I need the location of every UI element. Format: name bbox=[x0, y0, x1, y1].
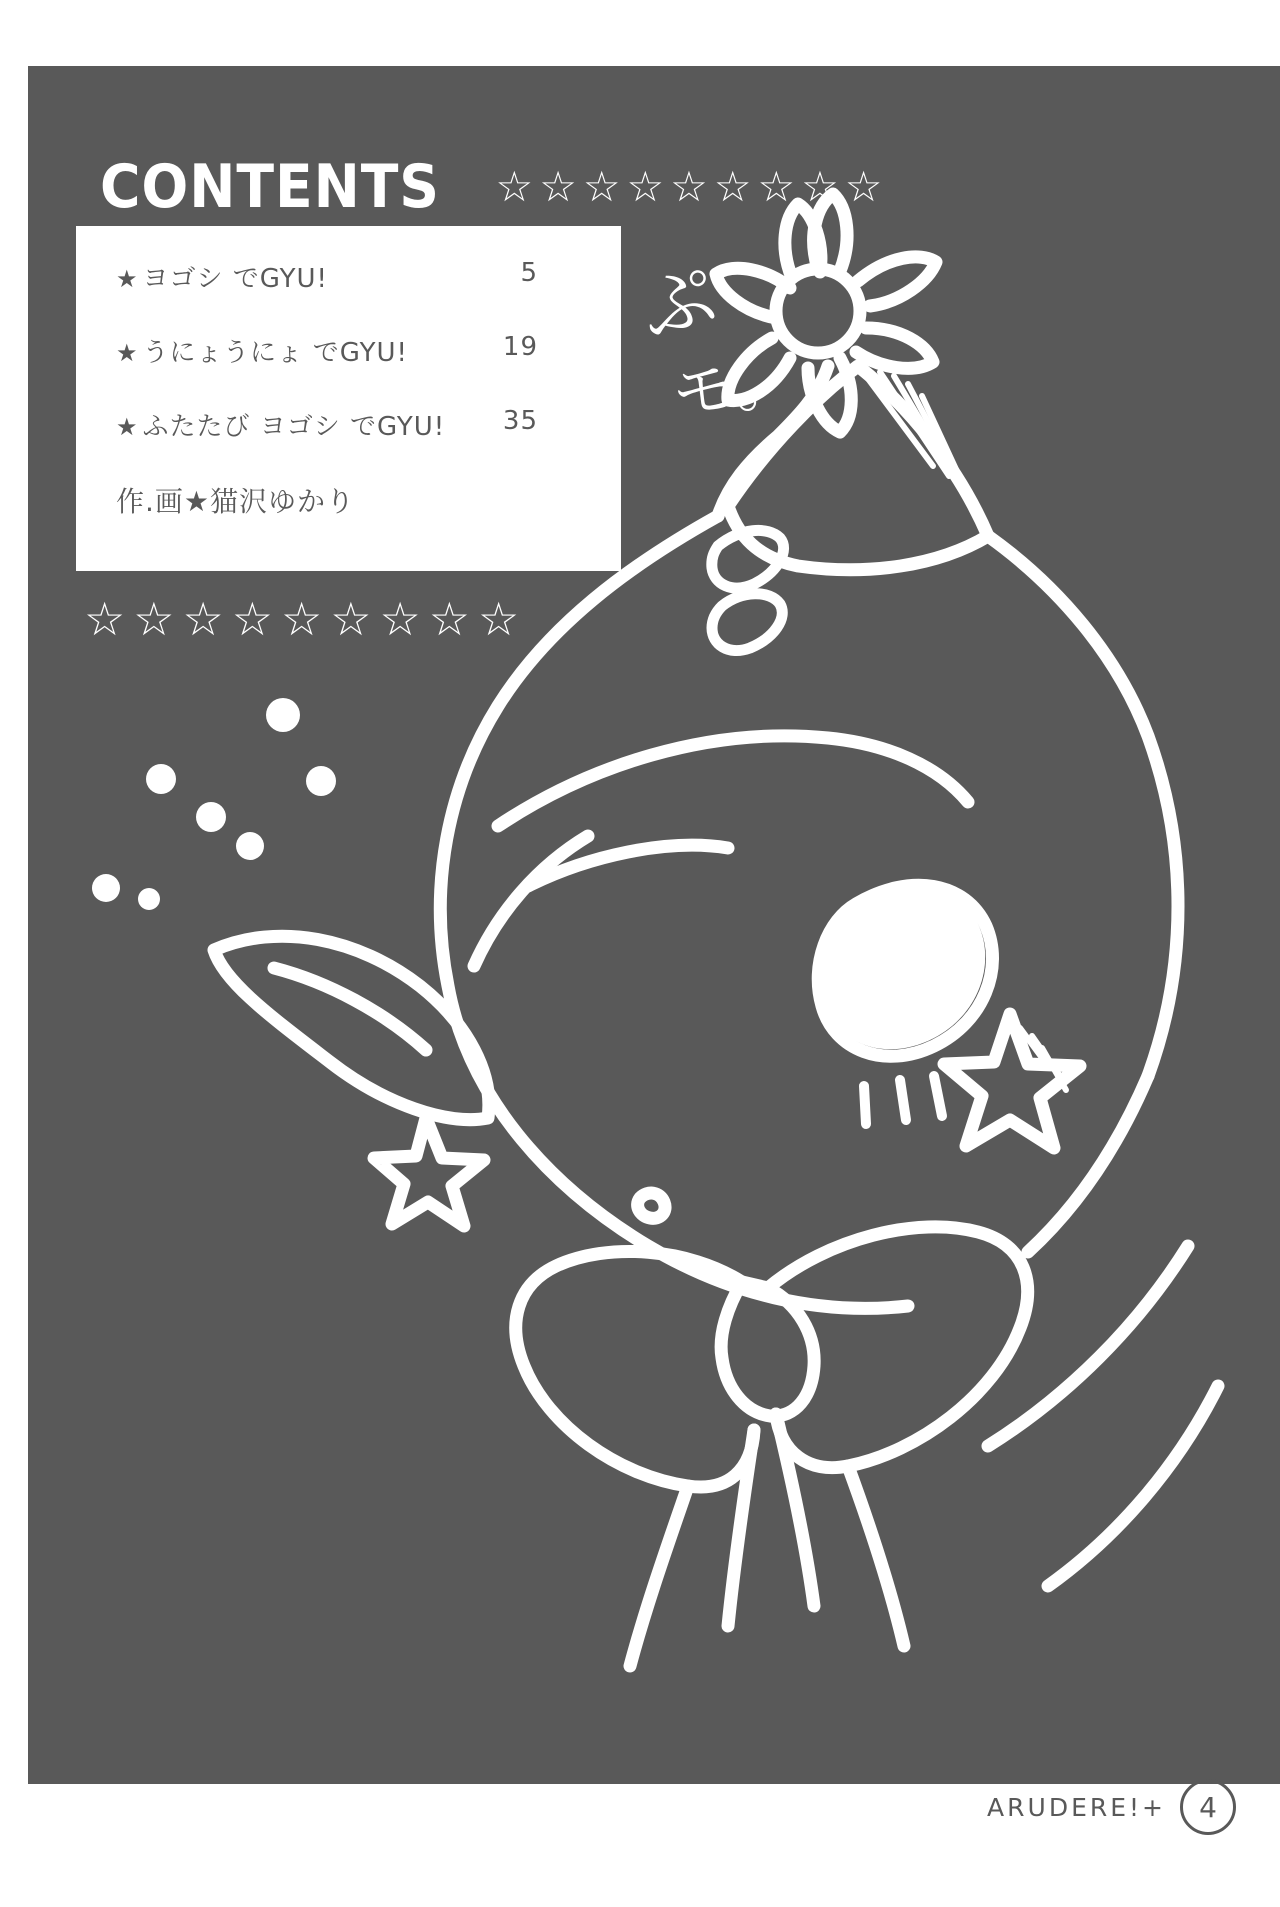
decor-dot bbox=[196, 802, 226, 832]
heading-star-row bbox=[495, 162, 883, 211]
toc-entry-label: うにょうにょ でGYU! bbox=[142, 338, 408, 368]
list-item[interactable] bbox=[116, 258, 586, 295]
art-speech-char-2: モ。 bbox=[667, 341, 801, 431]
toc-entry-label: ヨゴシ でGYU! bbox=[142, 264, 328, 294]
star-icon: ☆ bbox=[495, 162, 534, 211]
star-icon: ☆ bbox=[582, 162, 621, 211]
page-title: CONTENTS bbox=[100, 152, 440, 222]
page-number: 4 bbox=[1180, 1779, 1236, 1835]
star-icon: ☆ bbox=[478, 592, 520, 646]
star-icon: ☆ bbox=[84, 592, 126, 646]
decor-dot bbox=[306, 766, 336, 796]
list-item[interactable] bbox=[116, 332, 586, 369]
star-icon: ☆ bbox=[757, 162, 796, 211]
bottom-star-row bbox=[84, 592, 520, 646]
star-icon: ☆ bbox=[428, 592, 470, 646]
decor-dot bbox=[236, 832, 264, 860]
decor-dot bbox=[138, 888, 160, 910]
page-footer bbox=[987, 1779, 1236, 1835]
footer-title: ARUDERE!+ bbox=[987, 1792, 1166, 1822]
star-bullet-icon: ★ bbox=[116, 339, 139, 367]
list-item[interactable] bbox=[116, 406, 586, 443]
star-bullet-icon: ★ bbox=[116, 265, 139, 293]
star-icon: ☆ bbox=[626, 162, 665, 211]
star-icon: ☆ bbox=[379, 592, 421, 646]
table-of-contents-box bbox=[76, 226, 621, 571]
author-credit: 作.画★猫沢ゆかり bbox=[116, 485, 356, 518]
star-icon: ☆ bbox=[539, 162, 577, 211]
star-icon: ☆ bbox=[330, 592, 372, 646]
decor-dot bbox=[146, 764, 176, 794]
star-icon: ☆ bbox=[844, 162, 883, 211]
star-bullet-icon: ★ bbox=[116, 413, 139, 441]
star-icon: ☆ bbox=[713, 162, 752, 211]
toc-entry-page: 5 bbox=[520, 258, 538, 288]
printed-plate bbox=[28, 66, 1280, 1784]
art-speech-char-1: ぷ bbox=[633, 254, 725, 354]
toc-entry-page: 35 bbox=[502, 406, 538, 436]
toc-entry-label: ふたたび ヨゴシ でGYU! bbox=[142, 412, 446, 442]
star-icon: ☆ bbox=[281, 592, 323, 646]
table-of-contents-list bbox=[116, 258, 586, 520]
star-icon: ☆ bbox=[231, 592, 273, 646]
toc-entry-page: 19 bbox=[502, 332, 538, 362]
decor-dot bbox=[266, 698, 300, 732]
decor-dot bbox=[92, 874, 120, 902]
star-icon: ☆ bbox=[801, 162, 839, 211]
contents-heading bbox=[100, 152, 882, 222]
star-icon: ☆ bbox=[133, 592, 175, 646]
star-icon: ☆ bbox=[670, 162, 708, 211]
star-icon: ☆ bbox=[182, 592, 224, 646]
